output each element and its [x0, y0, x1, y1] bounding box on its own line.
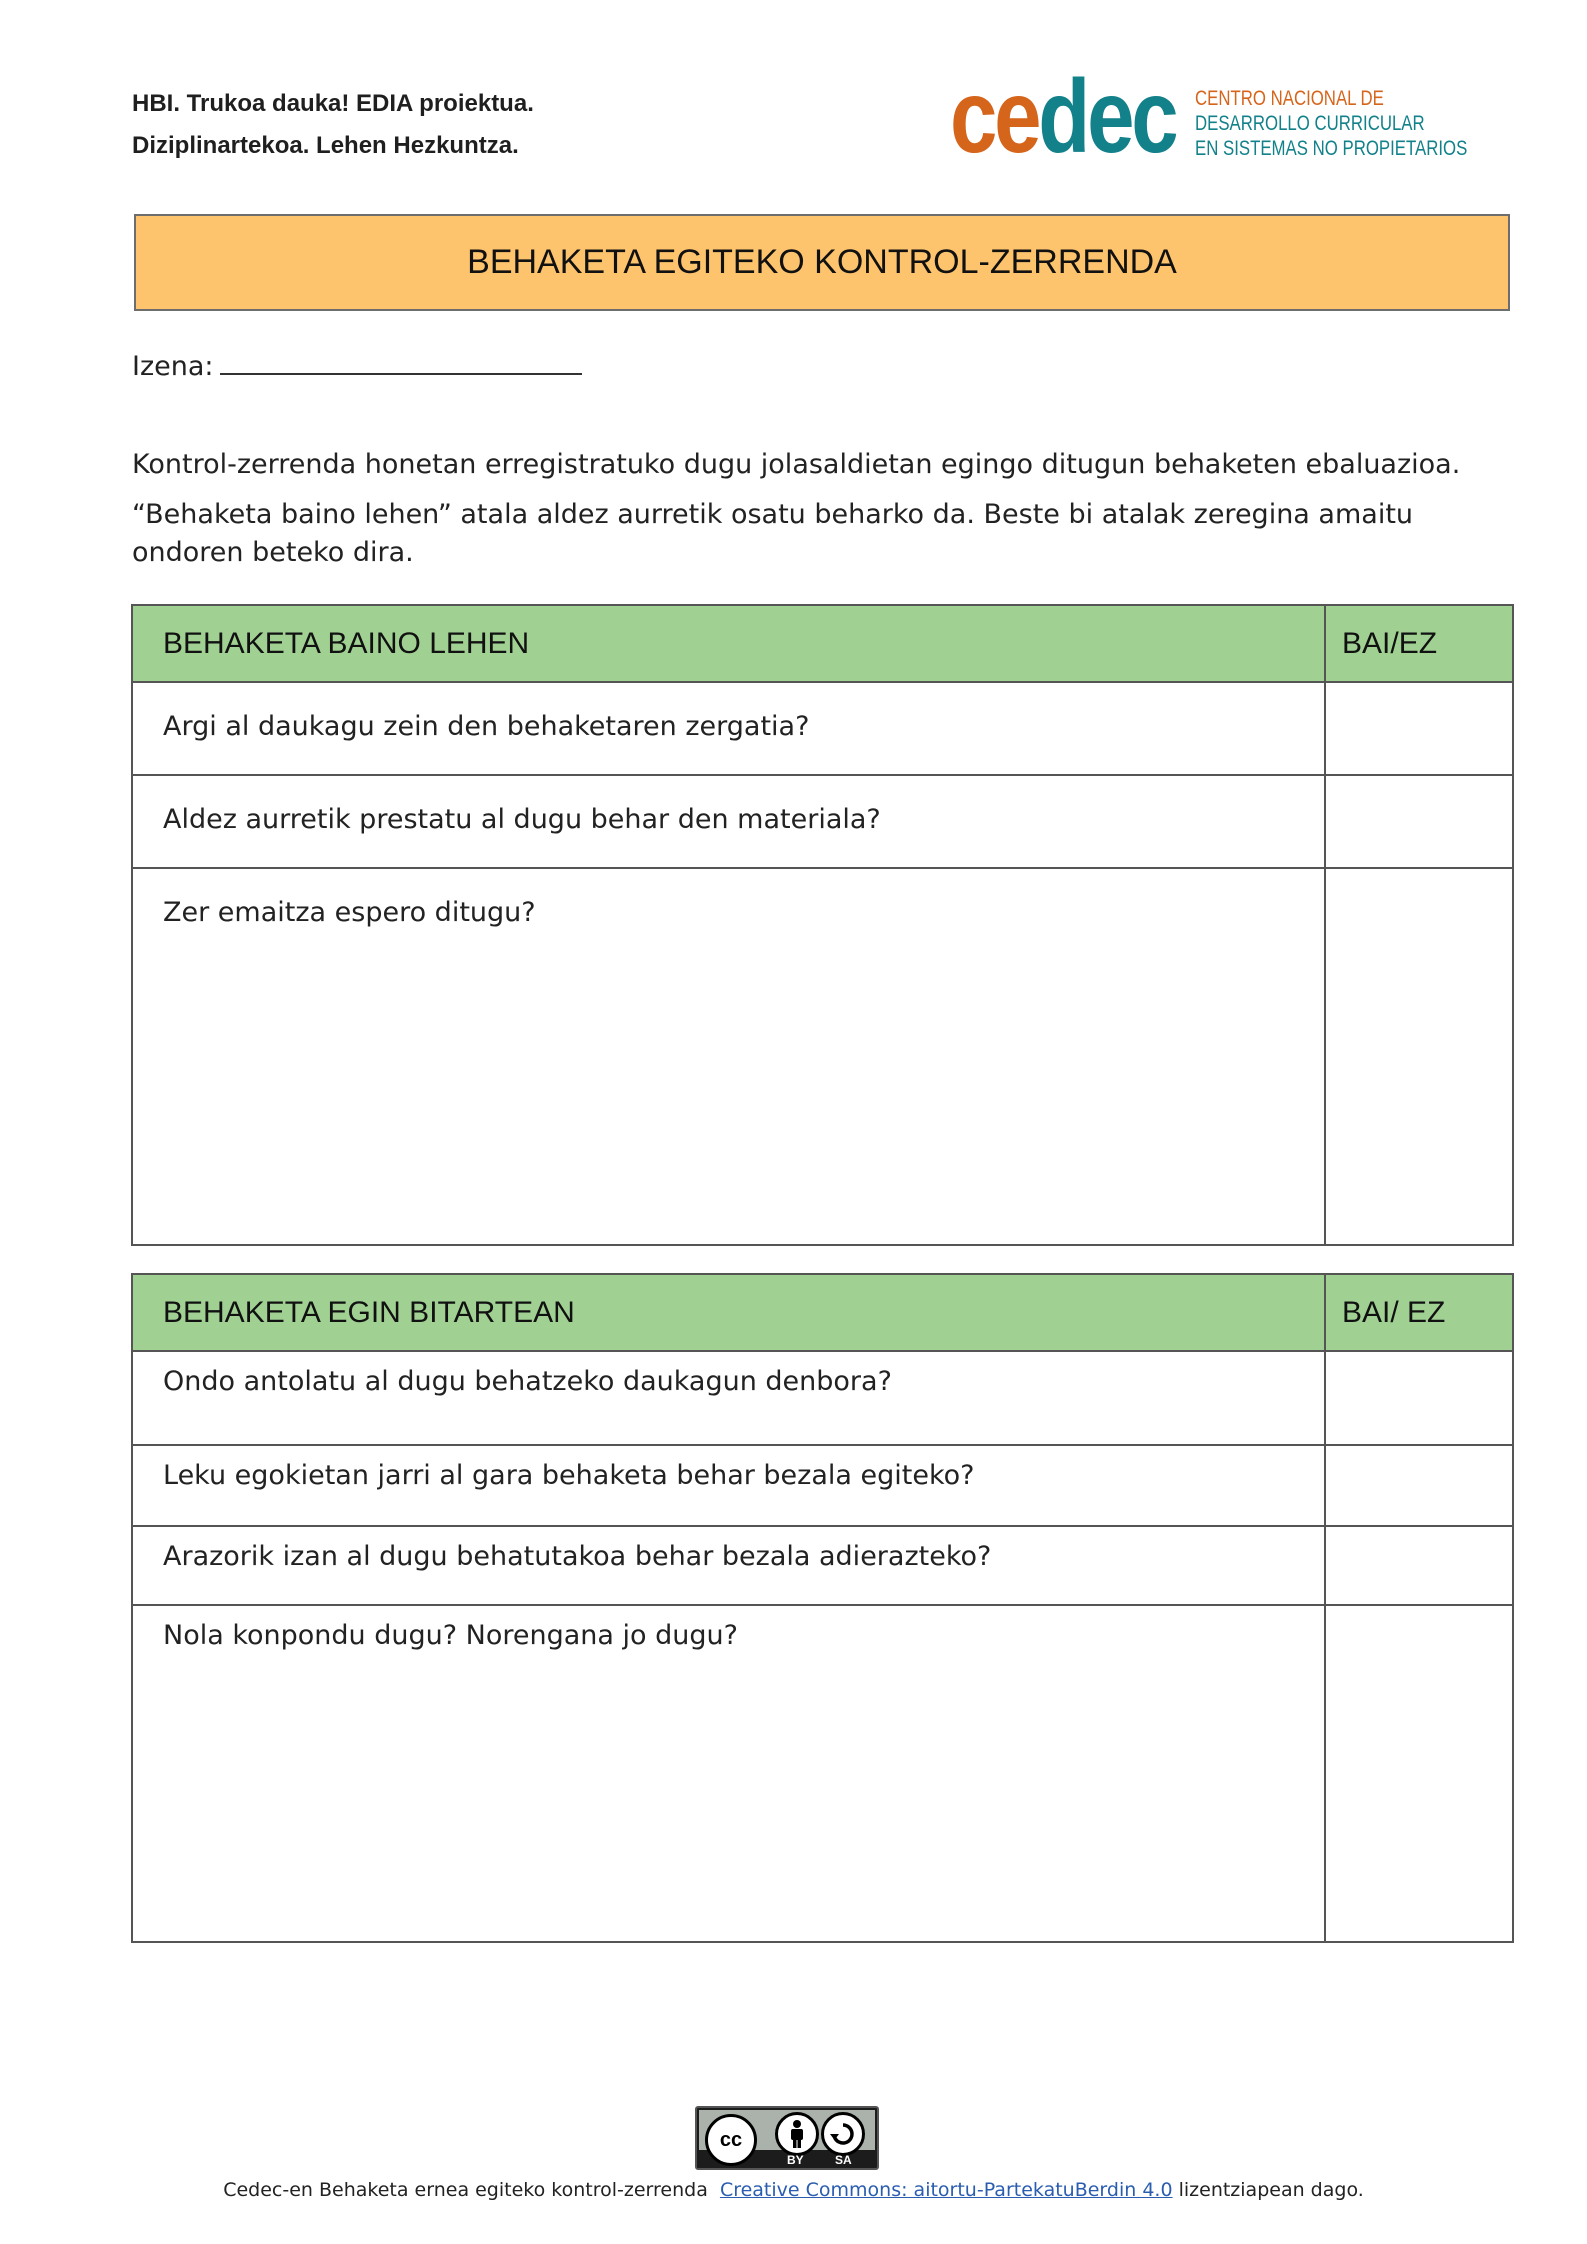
answer-cell[interactable] — [1325, 868, 1513, 1245]
logo-word-teal: dec — [1038, 59, 1176, 175]
question-cell: Argi al daukagu zein den behaketaren zergatia? — [132, 682, 1325, 775]
header-project-line: HBI. Trukoa dauka! EDIA proiektua. — [132, 90, 534, 117]
answer-column-header: BAI/ EZ — [1325, 1274, 1513, 1351]
logo-tagline-2: DESARROLLO CURRICULAR — [1195, 112, 1425, 135]
table-row — [132, 868, 1513, 1245]
page-title: BEHAKETA EGITEKO KONTROL-ZERRENDA — [134, 214, 1510, 311]
license-text-after: lizentziapean dago. — [1178, 2179, 1364, 2201]
name-label: Izena: — [132, 351, 214, 382]
section-header-during: BEHAKETA EGIN BITARTEAN — [132, 1274, 1325, 1351]
cc-icon: cc — [705, 2114, 757, 2166]
question-cell: Leku egokietan jarri al gara behaketa behar bezala egiteko? — [132, 1445, 1325, 1526]
name-blank-line[interactable] — [220, 347, 582, 375]
checklist-before-table — [131, 604, 1514, 1246]
cedec-logo — [950, 59, 1470, 175]
question-cell[interactable]: Nola konpondu dugu? Norengana jo dugu? — [132, 1605, 1325, 1942]
attribution-person-icon — [775, 2112, 819, 2156]
logo-tagline-1: CENTRO NACIONAL DE — [1195, 87, 1384, 110]
license-footer — [0, 2179, 1587, 2201]
answer-cell[interactable] — [1325, 1351, 1513, 1445]
question-cell: Ondo antolatu al dugu behatzeko daukagun denbora? — [132, 1351, 1325, 1445]
table-row — [132, 1351, 1513, 1445]
question-cell[interactable]: Zer emaitza espero ditugu? — [132, 868, 1325, 1245]
question-cell: Arazorik izan al dugu behatutakoa behar bezala adierazteko? — [132, 1526, 1325, 1605]
section-header-before: BEHAKETA BAINO LEHEN — [132, 605, 1325, 682]
checklist-during-table — [131, 1273, 1514, 1943]
share-alike-icon — [821, 2112, 865, 2156]
answer-cell[interactable] — [1325, 1445, 1513, 1526]
answer-column-header: BAI/EZ — [1325, 605, 1513, 682]
license-link[interactable]: Creative Commons: aitortu-PartekatuBerdin 4.0 — [719, 2179, 1173, 2201]
table-row — [132, 1445, 1513, 1526]
table-header-row — [132, 1274, 1513, 1351]
cedec-logo-word — [950, 59, 1176, 175]
answer-cell[interactable] — [1325, 682, 1513, 775]
table-row — [132, 1526, 1513, 1605]
table-row — [132, 1605, 1513, 1942]
table-header-row — [132, 605, 1513, 682]
intro-paragraph-2: “Behaketa baino lehen” atala aldez aurretik osatu beharko da. Beste bi atalak zeregina amaitu ondoren beteko dira. — [132, 499, 1414, 568]
intro-paragraph-1: Kontrol-zerrenda honetan erregistratuko dugu jolasaldietan egingo ditugun behaketen ebaluazioa. — [132, 449, 1461, 480]
answer-cell[interactable] — [1325, 1526, 1513, 1605]
cc-sa-label: SA — [835, 2153, 852, 2167]
logo-word-orange: ce — [950, 59, 1039, 175]
cedec-logo-tagline — [1195, 86, 1467, 161]
license-text-before: Cedec-en Behaketa ernea egiteko kontrol-zerrenda — [223, 2179, 708, 2201]
logo-tagline-3: EN SISTEMAS NO PROPIETARIOS — [1195, 137, 1468, 160]
cc-license-badge[interactable] — [695, 2106, 879, 2170]
header-subject-line: Diziplinartekoa. Lehen Hezkuntza. — [132, 132, 519, 159]
answer-cell[interactable] — [1325, 1605, 1513, 1942]
cc-by-label: BY — [787, 2153, 804, 2167]
table-row — [132, 682, 1513, 775]
table-row — [132, 775, 1513, 868]
answer-cell[interactable] — [1325, 775, 1513, 868]
name-field[interactable] — [132, 347, 582, 382]
question-cell: Aldez aurretik prestatu al dugu behar den materiala? — [132, 775, 1325, 868]
